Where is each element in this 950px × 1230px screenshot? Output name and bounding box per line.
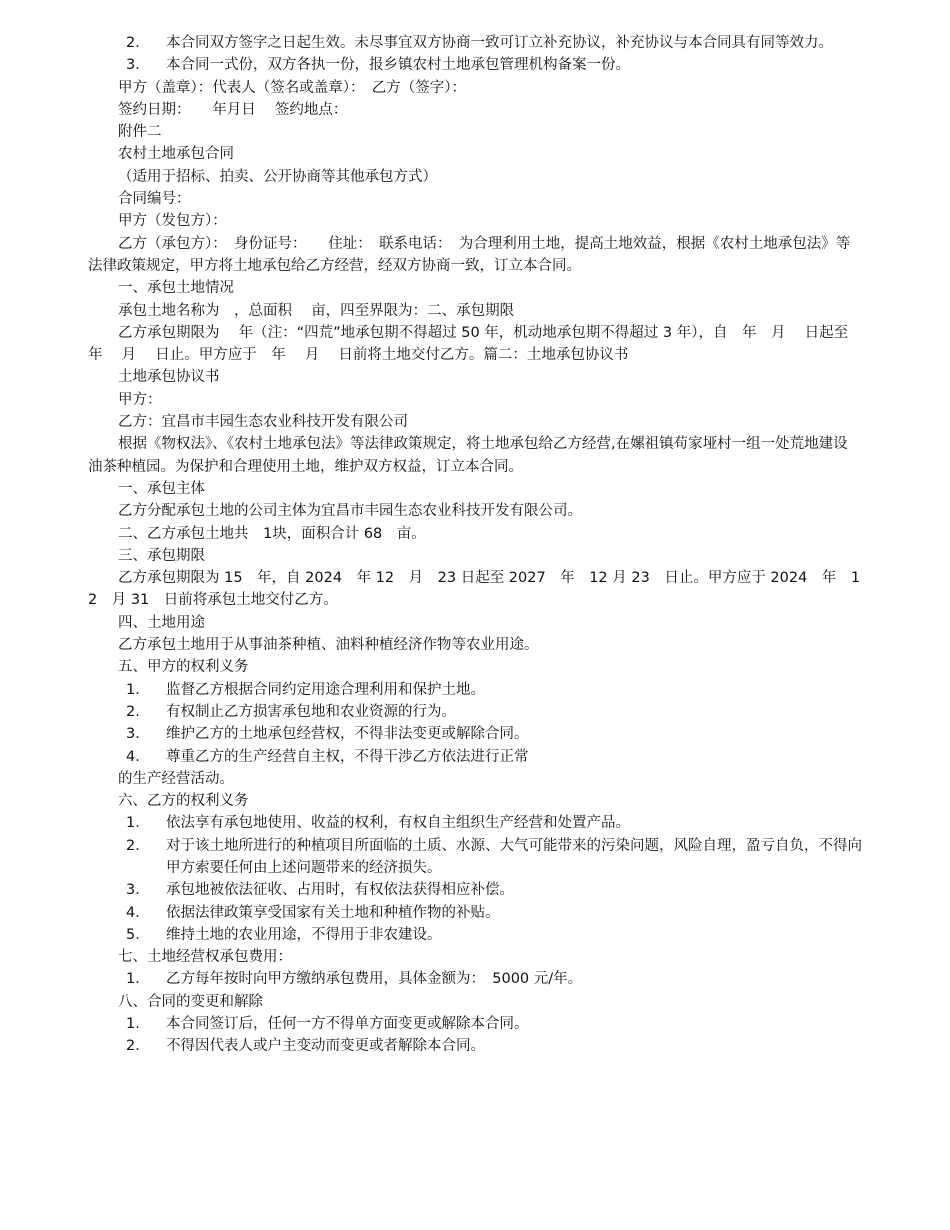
party-b-line: 乙方：宜昌市丰园生态农业科技开发有限公司 bbox=[118, 414, 408, 431]
preamble-paragraph: 根据《物权法》、《农村土地承包法》等法律政策规定，将土地承包给乙方经营,在嫘祖镇苟家垭村一组一处荒地建设油茶种植园。为保护和合理使用土地，维护双方权益，订立本合同。 bbox=[88, 436, 848, 475]
section-heading: 五、甲方的权利义务 bbox=[118, 659, 249, 676]
clause-1 bbox=[88, 812, 862, 834]
clause-number: 4． bbox=[126, 748, 150, 765]
clause-text: 不得因代表人或户主变动而变更或者解除本合同。 bbox=[166, 1038, 485, 1055]
clause-1 bbox=[88, 679, 862, 701]
clause-number: 2． bbox=[126, 837, 150, 854]
clause-text: 维护乙方的土地承包经营权，不得非法变更或解除合同。 bbox=[166, 726, 529, 743]
clause-number: 1． bbox=[126, 1016, 150, 1033]
contract-number-line: 合同编号： bbox=[118, 191, 191, 208]
clause-text: 依据法律政策享受国家有关土地和种植作物的补贴。 bbox=[166, 904, 500, 921]
clause-text: 依法享有承包地使用、收益的权利，有权自主组织生产经营和处置产品。 bbox=[166, 815, 630, 832]
clause-4 bbox=[88, 902, 862, 924]
clause-2 bbox=[88, 701, 862, 723]
clause-number: 4． bbox=[126, 904, 150, 921]
clause-number: 3． bbox=[126, 57, 150, 74]
body-line: 的生产经营活动。 bbox=[118, 770, 234, 787]
land-info-line: 承包土地名称为 ，总面积 亩，四至界限为：二、承包期限 bbox=[118, 302, 515, 319]
section-heading: 七、土地经营权承包费用： bbox=[118, 949, 292, 966]
clause-3 bbox=[88, 54, 862, 76]
section-heading: 六、乙方的权利义务 bbox=[118, 793, 249, 810]
signing-date-line: 签约日期： 年月日 签约地点： bbox=[118, 101, 348, 118]
clause-number: 5． bbox=[126, 926, 150, 943]
clause-number: 3． bbox=[126, 882, 150, 899]
clause-3 bbox=[88, 723, 862, 745]
clause-number: 2． bbox=[126, 703, 150, 720]
clause-2 bbox=[88, 1035, 862, 1057]
party-a-line: 甲方： bbox=[118, 391, 162, 408]
attachment-heading: 附件二 bbox=[118, 124, 162, 141]
clause-4 bbox=[88, 746, 862, 768]
clause-number: 1． bbox=[126, 681, 150, 698]
clause-1 bbox=[88, 1013, 862, 1035]
clause-1 bbox=[88, 968, 862, 990]
section-heading: 四、土地用途 bbox=[118, 614, 205, 631]
signature-line: 甲方（盖章）：代表人（签名或盖章）： 乙方（签字）： bbox=[118, 79, 466, 96]
clause-text: 承包地被依法征收、占用时，有权依法获得相应补偿。 bbox=[166, 882, 514, 899]
clause-text: 乙方每年按时向甲方缴纳承包费用，具体金额为： 5000 元/年。 bbox=[166, 971, 583, 988]
clause-text: 对于该土地所进行的种植项目所面临的土质、水源、大气可能带来的污染问题，风险自理，盈亏自负，不得向甲方索要任何由上述问题带来的经济损失。 bbox=[166, 837, 862, 876]
contract-title: 农村土地承包合同 bbox=[118, 146, 234, 163]
clause-number: 3． bbox=[126, 726, 150, 743]
contract-subtitle: （适用于招标、拍卖、公开协商等其他承包方式） bbox=[118, 168, 437, 185]
section-heading: 二、乙方承包土地共 1块，面积合计 68 亩。 bbox=[118, 525, 426, 542]
section-heading: 一、承包主体 bbox=[118, 480, 205, 497]
clause-number: 1． bbox=[126, 971, 150, 988]
clause-number: 2． bbox=[126, 1038, 150, 1055]
body-line: 乙方分配承包土地的公司主体为宜昌市丰园生态农业科技开发有限公司。 bbox=[118, 503, 582, 520]
clause-text: 本合同双方签字之日起生效。未尽事宜双方协商一致可订立补充协议，补充协议与本合同具有同等效力。 bbox=[166, 35, 833, 51]
clause-text: 本合同签订后，任何一方不得单方面变更或解除本合同。 bbox=[166, 1016, 529, 1033]
clause-text: 维持土地的农业用途，不得用于非农建设。 bbox=[166, 926, 442, 943]
clause-text: 尊重乙方的生产经营自主权，不得干涉乙方依法进行正常 bbox=[166, 748, 529, 765]
body-line: 乙方承包土地用于从事油茶种植、油料种植经济作物等农业用途。 bbox=[118, 637, 539, 654]
clause-number: 1． bbox=[126, 815, 150, 832]
clause-text: 有权制止乙方损害承包地和农业资源的行为。 bbox=[166, 703, 456, 720]
clause-3 bbox=[88, 879, 862, 901]
section-heading: 一、承包土地情况 bbox=[118, 280, 234, 297]
clause-text: 本合同一式份，双方各执一份，报乡镇农村土地承包管理机构备案一份。 bbox=[166, 57, 630, 74]
clause-2 bbox=[88, 835, 862, 880]
party-a-line: 甲方（发包方）： bbox=[118, 213, 227, 230]
party-b-paragraph: 乙方（承包方）： 身份证号： 住址： 联系电话： 为合理利用土地，提高土地效益，根据《农村土地承包法》等法律政策规定，甲方将土地承包给乙方经营，经双方协商一致，订立本合同。 bbox=[88, 235, 851, 274]
clause-text: 监督乙方根据合同约定用途合理利用和保护土地。 bbox=[166, 681, 485, 698]
clause-number: 2． bbox=[126, 35, 150, 51]
clause-2 bbox=[88, 32, 862, 54]
agreement-title: 土地承包协议书 bbox=[118, 369, 220, 386]
term-paragraph: 乙方承包期限为 15 年，自 2024 年 12 月 23 日起至 2027 年 12 月 23 日止。甲方应于 2024 年 12 月 31 日前将承包土地交付乙方。 bbox=[88, 570, 861, 609]
section-heading: 八、合同的变更和解除 bbox=[118, 993, 263, 1010]
term-paragraph: 乙方承包期限为 年（注：“四荒”地承包期不得超过 50 年，机动地承包期不得超过 3 年），自 年 月 日起至 年 月 日止。甲方应于 年 月 日前将土地交付乙方。篇二：土地承包协议书 bbox=[88, 324, 863, 364]
section-heading: 三、承包期限 bbox=[118, 547, 205, 564]
clause-5 bbox=[88, 924, 862, 946]
